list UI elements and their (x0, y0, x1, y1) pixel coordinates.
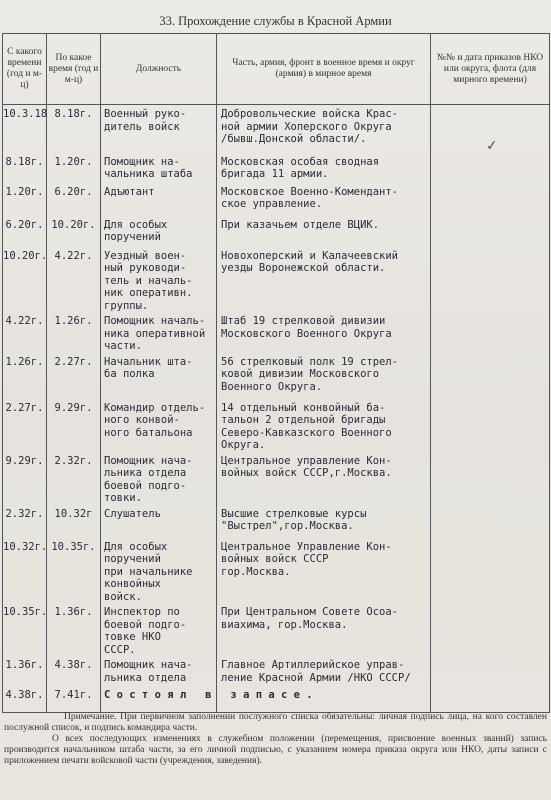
cell-position: Начальник шта- ба полка (101, 353, 217, 399)
cell-from: 10.35г. (3, 603, 47, 656)
cell-orders (431, 153, 550, 183)
cell-from: 2.27г. (3, 399, 47, 452)
cell-to: 9.29г. (47, 399, 101, 452)
cell-unit: Добровольческие войска Крас- ной армии Хоперского Округа /бывш.Донской области/. (217, 105, 431, 153)
cell-to: 10.20г. (47, 216, 101, 247)
cell-from: 1.20г. (3, 183, 47, 216)
table-row (3, 399, 550, 452)
header-to: По какое время (год и м-ц) (47, 34, 101, 105)
cell-unit: Штаб 19 стрелковой дивизии Московского Военного Округа (217, 312, 431, 353)
cell-position: Командир отдель- ного конвой- ного батальона (101, 399, 217, 452)
cell-from: 1.36г. (3, 656, 47, 686)
cell-to: 1.26г. (47, 312, 101, 353)
cell-orders (431, 452, 550, 505)
cell-unit: 14 отдельный конвойный ба- тальон 2 отдельной бригады Северо-Кавказского Военного Округа. (217, 399, 431, 452)
header-row (3, 34, 550, 105)
cell-unit: Центральное Управление Кон- войных войск СССР гор.Москва. (217, 538, 431, 604)
cell-from: 8.18г. (3, 153, 47, 183)
cell-orders (431, 183, 550, 216)
cell-to: 4.22г. (47, 247, 101, 313)
table-row (3, 183, 550, 216)
cell-to: 10.35г. (47, 538, 101, 604)
header-position: Должность (101, 34, 217, 105)
header-from: С какого времени (год и м-ц) (3, 34, 47, 105)
table-row (3, 353, 550, 399)
cell-position: Помощник началь- ника оперативной части. (101, 312, 217, 353)
cell-from: 10.20г. (3, 247, 47, 313)
cell-from: 4.38г. (3, 686, 47, 712)
cell-from: 9.29г. (3, 452, 47, 505)
header-orders: №№ и дата приказов НКО или округа, флота (для мирного времени) (431, 34, 550, 105)
cell-position: Помощник на- чальника штаба (101, 153, 217, 183)
table-row (3, 603, 550, 656)
cell-position: Помощник нача- льника отдела (101, 656, 217, 686)
cell-orders (431, 399, 550, 452)
cell-position: Помощник нача- льника отдела боевой подго- товки. (101, 452, 217, 505)
table-body (3, 105, 550, 713)
cell-from: 4.22г. (3, 312, 47, 353)
cell-position: С о с т о я л в з а п а с е . (101, 686, 217, 712)
table-row (3, 452, 550, 505)
cell-position: Адъютант (101, 183, 217, 216)
cell-unit: При казачьем отделе ВЦИК. (217, 216, 431, 247)
cell-to: 1.20г. (47, 153, 101, 183)
note-changes: О всех последующих изменениях в служебном положении (перемещения, присвоение военных званий) запись производится начальником штаба части, за его личной подписью, с указанием номера приказа округа или НКО, даты записи с приложением печати войсковой части (учреждения, заведения). (4, 734, 547, 766)
cell-from: 10.3.18 (3, 105, 47, 153)
table-row (3, 538, 550, 604)
note-first-fill: Примечание. При первичном заполнении послужного списка обязательны: личная подпись лица, на кого составлен послужной список, и подпись командира части. (4, 712, 547, 733)
cell-orders (431, 538, 550, 604)
table-row (3, 312, 550, 353)
cell-position: Для особых поручений при начальнике конвойных войск. (101, 538, 217, 604)
cell-orders (431, 603, 550, 656)
cell-unit: Главное Артиллерийское управ- ление Красной Армии /НКО СССР/ (217, 656, 431, 686)
cell-from: 2.32г. (3, 505, 47, 538)
cell-unit: Московское Военно-Комендант- ское управление. (217, 183, 431, 216)
notes (4, 712, 547, 767)
cell-position: Уездный воен- ный руководи- тель и началь- ник оперативн. группы. (101, 247, 217, 313)
service-table (2, 33, 550, 713)
section-title: 33. Прохождение службы в Красной Армии (159, 14, 392, 28)
cell-to: 2.32г. (47, 452, 101, 505)
table-row (3, 105, 550, 153)
cell-position: Инспектор по боевой подго- товке НКО СССР. (101, 603, 217, 656)
cell-orders (431, 505, 550, 538)
cell-unit: 56 стрелковый полк 19 стрел- ковой дивизии Московского Военного Округа. (217, 353, 431, 399)
cell-to: 7.41г. (47, 686, 101, 712)
cell-to: 10.32г (47, 505, 101, 538)
cell-orders (431, 656, 550, 686)
cell-orders (431, 216, 550, 247)
table-row (3, 505, 550, 538)
cell-to: 2.27г. (47, 353, 101, 399)
cell-from: 10.32г. (3, 538, 47, 604)
cell-to: 1.36г. (47, 603, 101, 656)
cell-from: 1.26г. (3, 353, 47, 399)
cell-to: 4.38г. (47, 656, 101, 686)
cell-unit: Высшие стрелковые курсы "Выстрел",гор.Москва. (217, 505, 431, 538)
cell-position: Для особых поручений (101, 216, 217, 247)
table-row (3, 216, 550, 247)
cell-from: 6.20г. (3, 216, 47, 247)
header-unit: Часть, армия, фронт в военное время и округ (армия) в мирное время (217, 34, 431, 105)
cell-unit: Новохоперский и Калачеевский уезды Воронежской области. (217, 247, 431, 313)
cell-position: Слушатель (101, 505, 217, 538)
cell-to: 8.18г. (47, 105, 101, 153)
table-row (3, 686, 550, 712)
cell-position: Военный руко- дитель войск (101, 105, 217, 153)
cell-to: 6.20г. (47, 183, 101, 216)
cell-orders (431, 686, 550, 712)
cell-unit: Московская особая сводная бригада 11 армии. (217, 153, 431, 183)
check-mark: ✓ (485, 138, 499, 155)
table-row (3, 656, 550, 686)
table-row (3, 247, 550, 313)
cell-orders (431, 247, 550, 313)
cell-unit: При Центральном Совете Осоа- виахима, гор.Москва. (217, 603, 431, 656)
cell-orders (431, 312, 550, 353)
cell-unit: Центральное управление Кон- войных войск СССР,г.Москва. (217, 452, 431, 505)
cell-orders (431, 353, 550, 399)
table-row (3, 153, 550, 183)
